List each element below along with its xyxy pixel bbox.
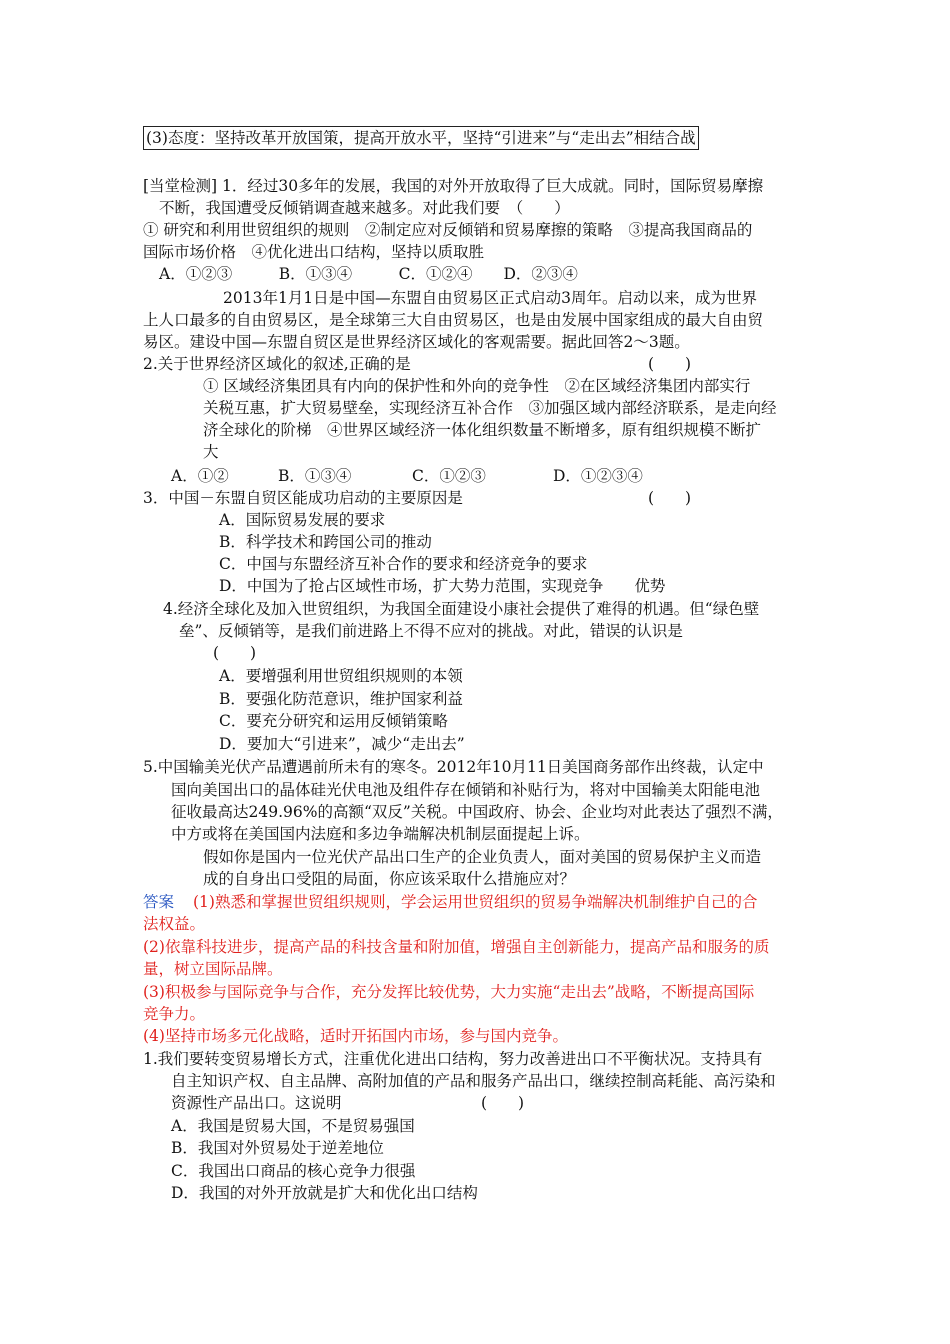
- q4-line2: 垒”、反倾销等，是我们前进路上不得不应对的挑战。对此，错误的认识是: [179, 622, 683, 640]
- q1-line2: 不断，我国遭受反倾销调查越来越多。对此我们要 （ ）: [159, 199, 570, 217]
- q5-line4: 中方或将在美国国内法庭和多边争端解决机制层面提起上诉。: [171, 825, 590, 843]
- q2-option-c: C．①②③: [412, 467, 486, 485]
- q2-line2: 关税互惠，扩大贸易壁垒，实现经济互补合作 ③加强区域内部经济联系，是走向经: [203, 399, 777, 417]
- q2-paren: ( ): [648, 355, 692, 373]
- q4-option-c: C．要充分研究和运用反倾销策略: [219, 712, 448, 730]
- q3-option-a: A．国际贸易发展的要求: [219, 511, 386, 529]
- q6-paren: ( ): [481, 1094, 525, 1112]
- answer-1-line1: (1)熟悉和掌握世贸组织规则，学会运用世贸组织的贸易争端解决机制维护自己的合: [193, 893, 758, 911]
- q5-line6: 成的自身出口受阻的局面，你应该采取什么措施应对？: [203, 870, 576, 888]
- q6-line3: 资源性产品出口。这说明: [171, 1094, 342, 1112]
- q6-option-d: D．我国的对外开放就是扩大和优化出口结构: [171, 1184, 478, 1202]
- q4-option-b: B．要强化防范意识，维护国家利益: [219, 690, 463, 708]
- answer-3-line1: (3)积极参与国际竞争与合作，充分发挥比较优势，大力实施“走出去”战略，不断提高国际: [143, 983, 755, 1001]
- q1-line1: [当堂检测] 1．经过30多年的发展，我国的对外开放取得了巨大成就。同时，国际贸易摩擦: [143, 177, 764, 195]
- q5-line2: 国向美国出口的晶体硅光伏电池及组件存在倾销和补贴行为，将对中国输美太阳能电池: [171, 781, 761, 799]
- q5-line1: 5.中国输美光伏产品遭遇前所未有的寒冬。2012年10月11日美国商务部作出终裁，认定中: [143, 758, 764, 776]
- passage-line2: 上人口最多的自由贸易区，是全球第三大自由贸易区，也是由发展中国家组成的最大自由贸: [143, 311, 764, 329]
- q3-stem: 3．中国－东盟自贸区能成功启动的主要原因是: [143, 489, 463, 507]
- q4-option-d: D．要加大“引进来”，减少“走出去”: [219, 735, 465, 753]
- q2-line4: 大: [203, 443, 219, 461]
- q2-option-d: D．①②③④: [553, 467, 643, 485]
- header-box: (3)态度：坚持改革开放国策，提高开放水平，坚持“引进来”与“走出去”相结合战: [143, 126, 699, 150]
- answer-3-line2: 竞争力。: [143, 1005, 206, 1023]
- q3-option-c: C．中国与东盟经济互补合作的要求和经济竞争的要求: [219, 555, 588, 573]
- answer-label: 答案: [143, 893, 175, 911]
- answer-4-line1: (4)坚持市场多元化战略，适时开拓国内市场，参与国内竞争。: [143, 1027, 568, 1045]
- q5-line3: 征收最高达249.96%的高额“双反”关税。中国政府、协会、企业均对此表达了强烈不满，: [171, 803, 783, 821]
- q3-option-d: D．中国为了抢占区域性市场，扩大势力范围，实现竞争 优势: [219, 577, 666, 595]
- q3-paren: ( ): [648, 489, 692, 507]
- q6-option-a: A．我国是贸易大国，不是贸易强国: [171, 1117, 415, 1135]
- answer-1-line2: 法权益。: [143, 915, 206, 933]
- q6-line1: 1.我们要转变贸易增长方式，注重优化进出口结构，努力改善进出口不平衡状况。支持具有: [143, 1050, 763, 1068]
- answer-2-line1: (2)依靠科技进步，提高产品的科技含量和附加值，增强自主创新能力，提高产品和服务的质: [143, 938, 770, 956]
- passage-line1: 2013年1月1日是中国—东盟自由贸易区正式启动3周年。启动以来，成为世界: [223, 289, 758, 307]
- q2-stem: 2.关于世界经济区域化的叙述,正确的是: [143, 355, 411, 373]
- q3-option-b: B．科学技术和跨国公司的推动: [219, 533, 432, 551]
- q4-paren: ( ): [213, 644, 257, 662]
- q2-option-b: B．①③④: [278, 467, 352, 485]
- q2-option-a: A．①②: [171, 467, 229, 485]
- q6-line2: 自主知识产权、自主品牌、高附加值的产品和服务产品出口，继续控制高耗能、高污染和: [171, 1072, 776, 1090]
- q2-line3: 济全球化的阶梯 ④世界区域经济一体化组织数量不断增多，原有组织规模不断扩: [203, 421, 762, 439]
- answer-2-line2: 量，树立国际品牌。: [143, 960, 283, 978]
- q6-option-b: B．我国对外贸易处于逆差地位: [171, 1139, 384, 1157]
- q6-option-c: C．我国出口商品的核心竞争力很强: [171, 1162, 416, 1180]
- passage-line3: 易区。建设中国—东盟自贸区是世界经济区域化的客观需要。据此回答2～3题。: [143, 333, 690, 351]
- q1-line3: ① 研究和利用世贸组织的规则 ②制定应对反倾销和贸易摩擦的策略 ③提高我国商品的: [143, 221, 753, 239]
- q4-line1: 4.经济全球化及加入世贸组织，为我国全面建设小康社会提供了难得的机遇。但“绿色壁: [163, 600, 760, 618]
- q4-option-a: A．要增强利用世贸组织规则的本领: [219, 667, 463, 685]
- q2-line1: ① 区域经济集团具有内向的保护性和外向的竞争性 ②在区域经济集团内部实行: [203, 377, 751, 395]
- q1-options: A．①②③ B．①③④ C．①②④ D．②③④: [159, 265, 578, 283]
- q1-line4: 国际市场价格 ④优化进出口结构，坚持以质取胜: [143, 243, 485, 261]
- q5-line5: 假如你是国内一位光伏产品出口生产的企业负责人，面对美国的贸易保护主义而造: [203, 848, 762, 866]
